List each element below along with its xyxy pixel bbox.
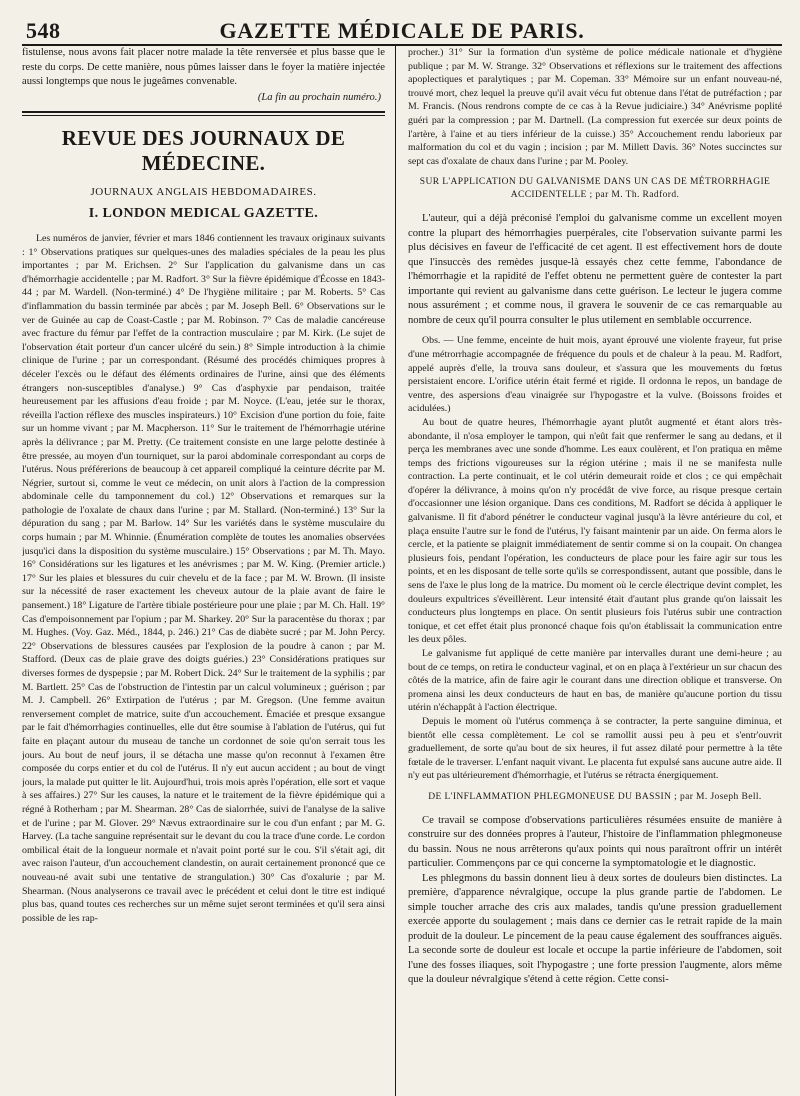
right-column xyxy=(395,46,782,1096)
page-number: 548 xyxy=(26,18,61,43)
article-paragraph: L'auteur, qui a déjà préconisé l'emploi du galvanisme comme un excellent moyen contre la plupart des hémorrhagies puerpérales, cite l'observation suivante parmi les plus décisives en faveur de l'efficacité de cet agent. Il est effectivement hors de doute que l'insuccès des remèdes jusque-là essayés chez cette femme, l'abondance de l'hémorrhagie et la rapidité de l'effet obtenu ne permettent guère de contester la part importante qui revient au galvanisme dans cette guérison. Le lecteur le jugera comme nous assurément ; et comme nous, il gravera le souvenir de ce cas remarquable au nombre de ceux qu'il pourra consulter le plus utilement en semblable occurrence. xyxy=(408,213,782,326)
journal-title: GAZETTE MÉDICALE DE PARIS. xyxy=(219,18,585,43)
section-rule xyxy=(22,111,385,113)
two-column-body xyxy=(22,46,782,1096)
continued-note: (La fin au prochain numéro.) xyxy=(257,91,381,103)
previous-article-end: fistulense, nous avons fait placer notre malade la tête renversée et plus basse que le reste du corps. De cette manière, nous pûmes laisser dans le foyer la matière injectée aussi longtemps que nous le jugeâmes convenable. xyxy=(22,47,385,87)
page-header xyxy=(22,10,782,46)
observation-paragraph: Le galvanisme fut appliqué de cette manière par intervalles durant une demi-heure ; au bout de ce temps, on retira le conducteur vaginal, et on en plaça à l'extérieur un sur chacun des côtés de la matrice, afin de faire agir le courant dans une direction oblique et transverse. On promena ainsi les deux conducteurs de haut en bas, de manière qu'aucune portion du tissu utérin n'échappât à l'action électrique. xyxy=(408,648,782,714)
article-paragraph: Ce travail se compose d'observations particulières résumées ensuite de manière à construire sur des données propres à l'auteur, l'histoire de l'inflammation phlegmoneuse du bassin. Nous ne nous arrêterons qu'aux points qui nous paraîtront offrir un intérêt particulier. Commençons par ce qui concerne la symptomatologie et le diagnostic. xyxy=(408,814,782,870)
article-heading-bassin: DE L'INFLAMMATION PHLEGMONEUSE DU BASSIN ; par M. Joseph Bell. xyxy=(428,791,762,802)
observation-paragraph: Obs. — Une femme, enceinte de huit mois, ayant éprouvé une violente frayeur, fut prise d'une métrorrhagie accompagnée de fréquence du pouls et de chaleur à la peau. M. Radfort, appelé auprès d'elle, la trouva sans douleur, et s'assura que les mouvements du fœtus persistaient encore. L'orifice utérin était fermé et rigide. Il ordonna le repos, un bandage de ventre, des aspersions d'eau vinaigrée sur l'hypogastre et la vulve. (Boissons froides et acidulées.) xyxy=(408,335,782,415)
article-heading-galvanisme: SUR L'APPLICATION DU GALVANISME DANS UN CAS DE MÉTRORRHAGIE ACCIDENTELLE ; par M. Th. Radford. xyxy=(419,177,771,201)
section-subtitle: JOURNAUX ANGLAIS HEBDOMADAIRES. xyxy=(90,186,317,198)
journal-heading: I. LONDON MEDICAL GAZETTE. xyxy=(88,206,319,221)
article-paragraph: Les phlegmons du bassin donnent lieu à deux sortes de douleurs bien distinctes. La première, d'apparence névralgique, occupe la plus grande partie de l'abdomen. Le simple toucher arrache des cris aux malades, tandis qu'une pression graduellement exercée apporte du soulagement ; mais dans ce dernier cas le retrait rapide de la main produit de la douleur. Le pincement de la peau cause également des souffrances aiguës. La seconde sorte de douleur est locale et occupe la partie inférieure de l'abdomen, soit l'une des fosses iliaques, soit l'hypogastre ; une forte pression l'augmente, alors même que la douleur névralgique s'étend à cette région. Cette consi- xyxy=(408,872,782,986)
observation-paragraph: Au bout de quatre heures, l'hémorrhagie ayant plutôt augmenté et étant alors très-abondante, il n'osa employer le tampon, qui n'eût fait que renfermer le sang au dedans, et il perça les membranes avec une sonde d'homme. Les eaux coulèrent, et l'on pratiqua en même temps des frictions vigoureuses sur la région utérine ; mais il ne se manifesta nulle contraction. La perte continuait, et le col utérin demeurait roide et clos ; ce qui empêchait d'opérer la délivrance, à moins qu'on n'y procédât de vive force, au risque presque certain d'occasionner une lésion organique. Dans ces conditions, M. Radfort se décida à appliquer le galvanisme. Il fit d'abord pénétrer le conducteur vaginal jusqu'à la lèvre antérieure du col, et plaça ensuite l'autre sur le fond de l'utérus, l'y faisant maintenir par un aide. On ferma alors le cercle, et la patiente se plaignit immédiatement de sentir comme si on la coupait. On changea plusieurs fois, pendant l'opération, les conducteurs de place pour les faire agir sur tous les points, et en les disposant de telle sorte qu'ils se correspondissent, autant que possible, dans le sens de l'axe le plus long de la matrice. Du moment où le cercle électrique devint complet, les douleurs expultrices s'éveillèrent. Leur intensité était d'autant plus grande qu'on laissait les conducteurs plus longtemps en place. On sentit plusieurs fois l'utérus subir une contraction tonique, et cet effet était plus prononcé chaque fois qu'on établissait la communication entre les deux pôles. xyxy=(408,416,782,646)
section-title: REVUE DES JOURNAUX DE MÉDECINE. xyxy=(61,126,346,175)
section-rule-thin xyxy=(22,115,385,116)
journal-contents-paragraph: Les numéros de janvier, février et mars 1846 contiennent les travaux originaux suivants : 1° Observations pratiques sur quelques-unes des maladies spéciales de la peau les plus importantes ; par M. Erichsen. 2° Sur l'application du galvanisme dans un cas d'hémorrhagie accidentelle ; par M. Radfort. 3° Sur la fièvre épidémique d'Écosse en 1843-44 ; par M. Wardell. (Non-terminé.) 4° De l'hygiène militaire ; par M. Roberts. 5° Cas d'inflammation du bassin terminée par abcès ; par M. Joseph Bell. 6° Observations sur le ver de Guinée au cap de Coast-Castle ; par M. Robinson. 7° Cas de maladie cancéreuse avec fracture du fémur par l'effet de la contraction musculaire ; par M. Kirk. (Le sujet de l'observation était porteur d'un cancer ulcéré du sein.) 8° Simple introduction à la chimie clinique de l'urine ; par un correspondant. (Résumé des procédés chimiques propres à déceler l'excès ou le défaut des éléments ordinaires de l'urine, ainsi que des éléments étrangers non-susceptibles d'analyse.) 9° Cas d'asphyxie par pendaison, traitée heureusement par les affusions d'eau froide ; par M. Noyce. (L'eau, jetée sur le thorax, réveilla l'action réflexe des muscles inspirateurs.) 10° Excision d'une portion du foie, faite sur un homme vivant ; par M. Macpherson. 11° Sur le traitement de l'hémorrhagie utérine après la délivrance ; par M. Pretty. (Ce traitement consiste en une large pelotte destinée à être pressée, au moyen d'un tourniquet, sur la paroi abdominale correspondant au corps de l'utérus. Nous préférerions de beaucoup à cet appareil compliqué la ceinture décrite par M. Négrier, surtout si, comme le veut ce médecin, on unit alors à l'action de la compression abdominale celle du tamponnement du col.) 12° Observations et remarques sur la pathologie de l'oxalate de chaux dans l'urine ; par M. Stallard. (Non-terminé.) 13° Sur la dépuration du sang ; par M. Barlow. 14° Sur les variétés dans le système musculaire du corps humain ; par M. Whinnie. (Énumération complète de toutes les anomalies observées jusqu'ici dans la disposition du système musculaire.) 15° Observations ; par M. Th. Mayo. 16° Considérations sur les ligatures et les anévrismes ; par M. W. King. (Premier article.) 17° Sur les plaies et blessures du cuir chevelu et de la face ; par M. W. Brown. (Il insiste sur la nécessité de raser exactement les cheveux autour de la plaie avant de faire le pansement.) 18° Ligature de l'artère tibiale postérieure pour une plaie ; par M. Ch. Hall. 19° Cas d'empoisonnement par l'opium ; par M. Sharkey. 20° Sur la paracentèse du thorax ; par M. Hughes. (Voy. Gaz. Méd., 1844, p. 246.) 21° Cas de diabète sucré ; par M. John Percy. 22° Observations de blessures causées par l'explosion de la poudre à canon ; par M. Stafford. (Deux cas de plaie grave des doigts guéries.) 23° Considérations pratiques sur diverses formes de dyspepsie ; par M. Robert Dick. 24° Sur le traitement de la syphilis ; par M. Bartlett. 25° Cas de l'obstruction de l'intestin par un calcul volumineux ; guérison ; par M. J. Campbell. 26° Extirpation de l'utérus ; par M. Gregson. (Une femme avaitun renversement complet de matrice, suite d'un accouchement. Émaciée et presque exsangue par le fait d'hémorrhagies continuelles, elle dut être soumise à l'ablation de l'utérus, qui fut faite en plaçant autour du museau de tanche un cordonnet de soie qu'on serrait tous les jours. Au bout de neuf jours, il se détacha une masse qu'on reconnut à l'examen être composée du corps entier et du col de l'utérus. Il n'y eut aucun accident ; au bout de vingt jours, la malade put quitter le lit. Aujourd'hui, trois mois après l'opération, elle sort et vaque à ses affaires.) 27° Sur les causes, la nature et le traitement de la fièvre épidémique qui a régné à Rotherham ; par M. Shearman. 28° Cas de sialorrhée, suivi de l'analyse de la salive et de l'urine ; par M. Glover. 29° Nævus extraordinaire sur le cou d'un enfant ; par M. G. Harvey. (La tache sanguine représentait sur le devant du cou la trace d'une corde. Le cordon ombilical était de la longueur normale et n'avait point porté sur le cou. S'il s'était agi, dit avec raison l'auteur, d'un accouchement clandestin, on aurait certainement prononcé que ce nouveau-né avait subi une tentative de strangulation.) 30° Cas d'oxalurie ; par M. Shearman. (Nous analyserons ce travail avec le précédent et celui dont le titre est indiqué plus bas, quand toutes ces recherches sur un même sujet seront terminées et qu'il sera ainsi possible de les rap- xyxy=(22,233,385,924)
left-column xyxy=(22,46,395,1096)
observation-paragraph: Depuis le moment où l'utérus commença à se contracter, la perte sanguine diminua, et bientôt elle cessa complètement. Le col se ramollit aussi peu à peu et s'entr'ouvrit graduellement, de sorte qu'au bout de six heures, il fut assez dilaté pour permettre à la tête fœtale de le traverser. L'enfant naquit vivant. Le placenta fut expulsé sans aucune autre aide. Il n'y eut pas ultérieurement d'hémorrhagie, et l'utérus se rétracta énergiquement. xyxy=(408,715,782,782)
contents-continued: procher.) 31° Sur la formation d'un système de police médicale nationale et d'hygiène publique ; par M. W. Strange. 32° Observations et réflexions sur le traitement des affections apoplectiques et paralytiques ; par M. Copeman. 33° Mémoire sur un enfant nouveau-né, trouvé mort, chez lequel la preuve qu'il avait vécu fut obtenue dans l'état de putréfaction ; par M. Francis. (Nous rendrons compte de ce cas à la Revue judiciaire.) 34° Anévrisme poplité guéri par la compression ; par M. Dartnell. (La compression fut exercée sur deux points de l'artère, à l'aine et au tiers inférieur de la cuisse.) 35° Accouchement rendu laborieux par malformation du col et du vagin ; incision ; par M. Millett Davis. 36° Notes succinctes sur sept cas d'oxalate de chaux dans l'urine ; par M. Pooley. xyxy=(408,47,782,167)
